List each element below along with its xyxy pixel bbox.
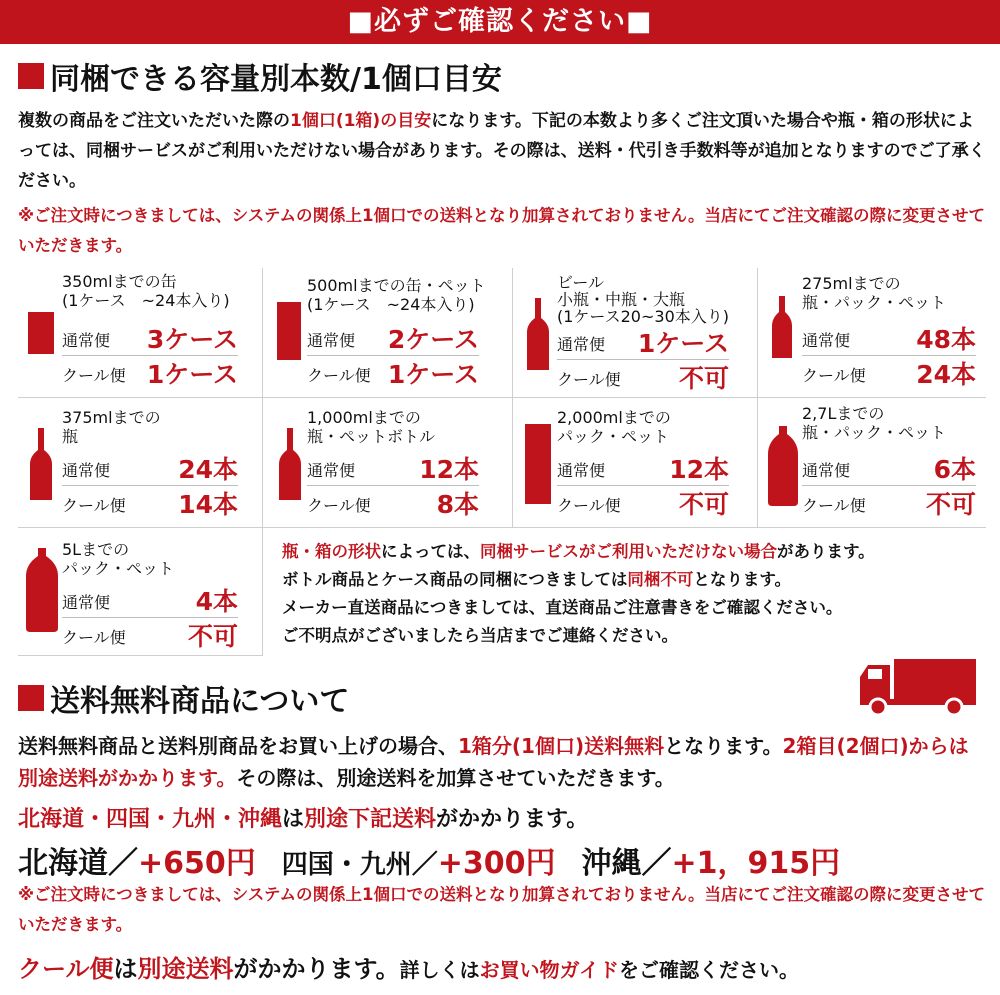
square-bullet-icon [18,685,44,711]
section-title-text: 同梱できる容量別本数/1個口目安 [50,62,502,97]
cool-delivery-text: クール便は別途送料がかかります。詳しくはお買い物ガイドをご確認ください。 [18,955,800,983]
shopping-guide-link[interactable]: お買い物ガイド [479,958,620,982]
truck-icon [858,657,978,717]
section-title-free-shipping [18,676,349,720]
section-title-text: 送料無料商品について [50,684,350,719]
small-bottle-icon [770,296,794,358]
beer-bottle-icon [525,298,551,370]
cell-2-7l: 2,7Lまでの 瓶・パック・ペット 通常便 6本 クール便 不可 [758,398,986,528]
fee-hokkaido: 北海道／+650円 [18,846,256,881]
section-title-bundle [18,54,502,98]
cell-5l: 5Lまでの パック・ペット 通常便 4本 クール便 不可 [18,528,263,656]
large-pet-bottle-icon [24,548,60,632]
square-bullet-icon [18,63,44,89]
cell-beer: ビール 小瓶・中瓶・大瓶 (1ケース20~30本入り) 通常便 1ケース クール便 不可 [513,268,758,398]
bundle-warning: ※ご注文時につきましては、システムの関係上1個口での送料となり加算されておりません。当店にてご注文確認の際に変更させていただきます。 [18,206,986,255]
can-icon [28,312,54,354]
fee-okinawa: 沖縄／+1，915円 [581,846,841,881]
bottle-icon [28,428,54,500]
tall-can-icon [277,302,301,360]
cell-350ml-can: 350mlまでの缶 (1ケース ~24本入り) 通常便 3ケース クール便 1ケース [18,268,263,398]
bundle-note: 瓶・箱の形状によっては、同梱サービスがご利用いただけない場合があります。 ボトル商品とケース商品の同梱につきましては同梱不可となります。 メーカー直送商品につきましては、直送商品ご注意書きをご確認ください。 ご不明点がございましたら当店までご連絡ください。 [282,542,875,645]
bundle-intro: 複数の商品をご注文いただいた際の1個口(1箱)の目安になります。下記の本数より多くご注文頂いた場合や瓶・箱の形状によっては、同梱サービスがご利用いただけない場合があります。その際は、送料・代引き手数料等が追加となりますのでご了承ください。 [18,111,986,191]
bottle-icon [277,428,303,500]
confirm-banner: ■必ずご確認ください■ [0,0,1000,44]
cell-1000ml: 1,000mlまでの 瓶・ペットボトル 通常便 12本 クール便 8本 [263,398,513,528]
cell-500ml-can: 500mlまでの缶・ペット (1ケース ~24本入り) 通常便 2ケース クール便 1ケース [263,268,513,398]
fee-shikoku-kyushu: 四国・九州／+300円 [281,846,556,881]
region-fees [18,838,986,882]
cell-275ml: 275mlまでの 瓶・パック・ペット 通常便 48本 クール便 24本 [758,268,986,398]
cell-375ml: 375mlまでの 瓶 通常便 24本 クール便 14本 [18,398,263,528]
regions-text: 北海道・四国・九州・沖縄は別途下記送料がかかります。 [18,807,589,832]
cell-2000ml: 2,000mlまでの パック・ペット 通常便 12本 クール便 不可 [513,398,758,528]
free-shipping-text: 送料無料商品と送料別商品をお買い上げの場合、1箱分(1個口)送料無料となります。2箱目(2個口)からは別途送料がかかります。その際は、別途送料を加算させていただきます。 [18,734,969,790]
pet-bottle-icon [766,426,800,506]
pack-icon [525,424,551,504]
shipping-warning: ※ご注文時につきましては、システムの関係上1個口での送料となり加算されておりません。当店にてご注文確認の際に変更させていただきます。 [18,885,986,934]
